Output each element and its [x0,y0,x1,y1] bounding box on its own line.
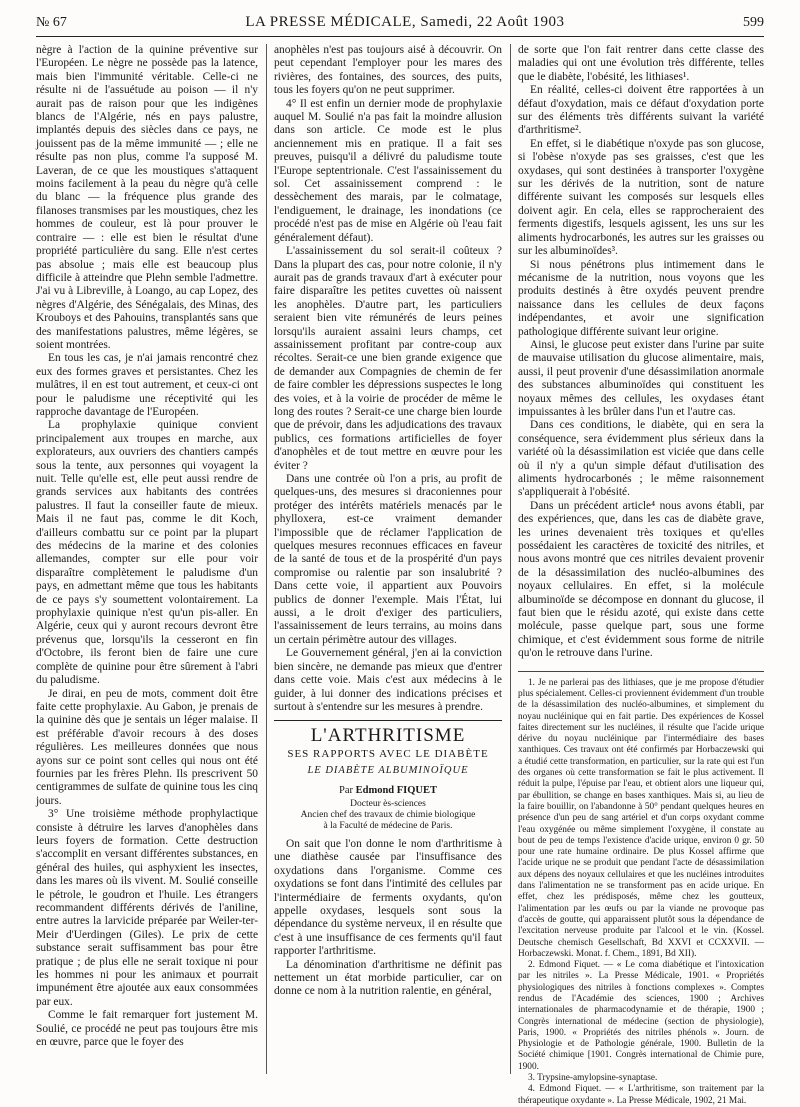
paragraph: de sorte que l'on fait rentrer dans cette classe des maladies qui ont une évolution très différente, telles que le diabète, l'obésité, les lithiases¹. [518,44,764,83]
paragraph: anophèles n'est pas toujours aisé à découvrir. On peut cependant l'employer pour les mares des rivières, des fontaines, des sources, des puits, tous les foyers qu'on ne peut supprimer. [274,44,502,97]
paragraph: L'assainissement du sol serait-il coûteux ? Dans la plupart des cas, pour notre colonie, il n'y aurait pas de grands travaux d'art à exécuter pour faire disparaître les petites cuvettes où naissent les anophèles. D'autre part, les particuliers seraient bien vite rémunérés de leurs peines lorsqu'ils auraient assaini leurs champs, cet assainissement profitant par contre-coup aux récoltes. Serait-ce une bien grande exigence que de demander aux Compagnies de chemin de fer de faire combler les dépressions suspectes le long des voies, et à la voirie de procéder de même le long des routes ? Serait-ce une charge bien lourde que de prévoir, dans les adjudications des travaux publics, ces formations artificielles de foyer d'anophèles et de tout mettre en œuvre pour les éviter ? [274,245,502,472]
page-header [36,14,764,37]
paragraph: Comme le fait remarquer fort justement M. Soulié, ce procédé ne peut pas toujours être mis en œuvre, parce que le foyer des [36,1009,258,1049]
paragraph: nègre à l'action de la quinine préventive sur l'Européen. Le nègre ne possède pas la latence, mais bien l'immunité véritable. Celle-ci ne résulte ni de l'assuétude au poison — il n'y aurait pas de raison pour que les indigènes blancs de l'Algérie, nés en pays palustre, implantés depuis des siècles dans ce pays, ne jouissent pas de la même immunité — ; elle ne résulte pas non plus, comme l'a supposé M. Laveran, de ce que les moustiques s'attaquent moins facilement à la peau du nègre qu'à celle du blanc — la fréquence plus grande des filanoses transmises par les moustiques, chez les hommes de couleur, est là pour prouver le contraire — : elle est bien le résultat d'une propriété particulière du sang. Elle n'est certes pas absolue ; mais elle est beaucoup plus difficile à atteindre que Plehn semble l'admettre. J'ai vu à Libreville, à Loango, au cap Lopez, des nègres d'Algérie, des Sénégalais, des Minas, des Krouboys et des Pahouins, transplantés sans que des manifestations palustres, même légères, se soient montrées. [36,44,258,351]
article-subtitle: SES RAPPORTS AVEC LE DIABÈTE [287,747,489,760]
paragraph: En réalité, celles-ci doivent être rapportées à un défaut d'oxydation, mais ce défaut d'oxydation porte sur des éléments très différents suivant la variété d'arthritisme². [518,84,764,137]
footnote: 4. Edmond Fiquet. — « L'arthritisme, son traitement par la thérapeutique oxydante ». La Presse Médicale, 1902, 21 Mai. [518,1084,764,1106]
paragraph: Dans une contrée où l'on a pris, au profit de quelques-uns, des mesures si draconiennes pour protéger des intérêts matériels menacés par le phylloxera, est-ce vraiment demander l'impossible que de réclamer l'application de quelques mesures reconnues efficaces en faveur de la santé de tous et de la prospérité d'un pays compromise ou ralentie par son insalubrité ? Dans cette voie, il appartient aux Pouvoirs publics de donner l'exemple. Mais l'État, lui aussi, a le droit d'exiger des particuliers, l'assainissement de leurs terrains, au moins dans un certain périmètre autour des villages. [274,473,502,646]
issue-number: № 67 [36,15,67,30]
author-prefix: Par [338,784,353,796]
paragraph: On sait que l'on donne le nom d'arthritisme à une diathèse causée par l'insuffisance des oxydations dans l'organisme. Comme ces oxydations se font dans l'intimité des cellules par l'intermédiaire de ferments oxydants, qu'on appelle oxydases, lesquels sont sous la dépendance du système nerveux, il en résulte que c'est à une insuffisance de ces ferments qu'il faut rapporter l'arthritisme. [274,837,502,958]
paragraph: 3° Une troisième méthode prophylactique consiste à détruire les larves d'anophèles dans leurs foyers de formation. Cette destruction s'accomplit en versant différentes substances, en général des huiles, qui asphyxient les insectes, dans les mares où ils vivent. M. Soulié conseille le pétrole, le goudron et l'huile. Les étrangers recommandent différents dérivés de l'aniline, entre autres la larvicide préparée par Weiler-ter-Meir d'Uerdingen (Giles). Le prix de cette substance serait suffisamment bas pour être pratique ; de plus elle ne serait toxique ni pour les hommes ni pour les animaux et pourrait impunément être ajoutée aux eaux consommées par eux. [36,808,258,1008]
heading-rule [274,720,502,721]
column-divider [510,44,511,1074]
footnote: 3. Trypsine-amylopsine-synaptase. [528,1073,658,1084]
paragraph: Le Gouvernement général, j'en ai la conviction bien sincère, ne demande pas mieux que d'entrer dans cette voie. Mais c'est aux médecins à le guider, à lui donner des indications précises et surtout à s'entendre sur les mesures à prendre. [274,647,502,713]
article-title: L'ARTHRITISME [310,725,466,747]
paragraph: 4° Il est enfin un dernier mode de prophylaxie auquel M. Soulié n'a pas fait la moindre allusion dans son article. Ce mode est le plus anciennement mis en pratique. Il a fait ses preuves, puisqu'il a délivré du paludisme toute l'Europe septentrionale. C'est l'assainissement du sol. Cet assainissement comprend : le dessèchement des marais, par le colmatage, l'endiguement, le drainage, les inondations (ce procédé n'est pas de mise en Algérie où l'eau fait généralement défaut). [274,97,502,244]
paragraph: Dans ces conditions, le diabète, qui en sera la conséquence, sera évidemment plus sérieux dans la variété où la désassimilation est viciée que dans celle où il n'y a qu'un simple défaut d'utilisation des aliments hydrocarbonés ; le même raisonnement s'appliquerait à l'obésité. [518,419,764,499]
article-subtitle-2: LE DIABÈTE ALBUMINOÏQUE [307,765,469,777]
article-heading [274,720,502,832]
paragraph: Je dirai, en peu de mots, comment doit être faite cette prophylaxie. Au Gabon, je prenais de la quinine dès que je sentais un léger malaise. Il est préférable d'avoir recours à des doses régulières. Les meilleures données que nous ayons sur ce point sont celles qui nous ont été fournies par les frères Plehn. Ils prescrivent 50 centigrammes de sulfate de quinine tous les cinq jours. [36,687,258,807]
paragraph: Dans un précédent article⁴ nous avons établi, par des expériences, que, dans les cas de diabète grave, les urines devenaient très toxiques et qu'elles possédaient les caractères de toxicité des nitriles, et nous avons montré que ces nitriles devaient provenir de la désassimilation des nucléo-albumines des noyaux cellulaires. En effet, si la molécule albuminoïde se décompose en donnant du glucose, il faut bien que le résidu azoté, qui existe dans cette molécule, passe quelque part, sous une forme chimique, et c'est évidemment sous forme de nitrile qu'on le retrouve dans l'urine. [518,499,764,660]
paragraph: La dénomination d'arthritisme ne définit pas nettement un état morbide particulier, car on donne ce nom à la nutrition ralentie, en général, [274,958,502,998]
article-author [274,784,502,797]
column-2 [274,44,502,1074]
paragraph: La prophylaxie quinique convient principalement aux troupes en marche, aux explorateurs, aux ouvriers des chantiers campés sous la tente, aux personnes qui voyagent la nuit. Telle qu'elle est, elle peut aussi rendre de grands services aux habitants des contrées palustres. Il faut la conseiller faute de mieux. Mais il ne faut pas, comme le dit Koch, d'ailleurs combattu sur ce point par la plupart des médecins de la marine et des colonies allemandes, compter sur elle pour voir disparaître complètement le paludisme d'un pays, en admettant même que tous les habitants de ce pays s'y soumettent volontairement. La prophylaxie quinique n'est qu'un pis-aller. En Algérie, ceux qui y auront recours devront être prévenus que, lorsqu'ils la cesseront en fin d'Octobre, ils feront bien de faire une cure complète de quinine pour être sûrement à l'abri du paludisme. [36,419,258,687]
author-name: Edmond FIQUET [355,784,438,796]
paragraph: En tous les cas, je n'ai jamais rencontré chez eux des formes graves et persistantes. Chez les mulâtres, il en est tout autrement, et ceux-ci ont pour le paludisme une réceptivité qui les rapproche davantage de l'Européen. [36,352,258,418]
column-3 [518,44,764,1106]
page-number: 599 [742,15,764,30]
column-divider [266,44,267,1074]
paragraph: Ainsi, le glucose peut exister dans l'urine par suite de mauvaise utilisation du glucose alimentaire, mais, aussi, il peut provenir d'une désassimilation anormale des substances albuminoïdes qui constituent les noyaux mêmes des cellules, les oxydases étant impuissantes à les brûler dans l'un et l'autre cas. [518,338,764,418]
footnotes [518,671,764,1107]
footnote: 2. Edmond Fiquet. — « Le coma diabétique et l'intoxication par les nitriles ». La Presse Médicale, 1901. « Propriétés physiologiques des nitriles à fonctions complexes ». Comptes rendus de l'Académie des sciences, 1900 ; Archives internationales de pharmacodynamie et de thérapie, 1900 ; Congrès international de médecine (section de physiologie), Paris, 1900. « Propriétés des nitriles phénols ». Journ. de Physiologie et de Pathologie générale, 1900. Bulletin de la Société chimique [1901. Congrès international de Chimie pure, 1900. [518,960,764,1072]
footnote: 1. Je ne parlerai pas des lithiases, que je me propose d'étudier plus spécialement. Celles-ci proviennent évidemment d'un trouble de la désassimilation des nucléo-albumines, et simplement du noyau nucléinique qui en fait partie. Des expériences de Kossel faites directement sur les nucléines, il résulte que l'acide urique dérive du noyau nucléinique par l'intermédiaire des bases xanthiques. Ces travaux ont été confirmés par Horbaczewski qui a étudié cette transformation, en particulier, sur la rate qui est l'un des organes où cette transformation se fait le plus activement. Il réduit la pulpe, l'épuise par l'eau, et obtient alors une liqueur qui, par ébullition, se change en bases xanthiques. Mais si, au lieu de la faire bouillir, on l'abandonne à 50° pendant quelques heures en présence d'un peu de sang artériel et d'un corps oxydant comme l'eau oxygénée ou même simplement l'oxygène, il constate au bout de peu de temps l'existence d'acide urique, environ 0 gr. 50 pour une rate humaine ordinaire. De plus Kossel affirme que l'acide urique ne se produit que pendant l'acte de désassimilation aux dépens des noyaux cellulaires et que les nucléines introduites dans l'alimentation ne se transforment pas en acide urique. En effet, chez les prédisposés, même chez les goutteux, l'alimentation par les œufs ou par la viande ne provoque pas d'accès de goutte, qui apparaissent plutôt sous la dépendance de l'excitation nerveuse produite par l'alcool et le vin. (Kossel. Deutsche chemisch Gesellschaft, Bd XXVI et CCXXVII. — Horbaczewski. Monat. f. Chem., 1891, Bd XII). [518,677,764,959]
author-affiliation: Docteur ès-sciences Ancien chef des travaux de chimie biologique à la Faculté de médecine de Paris. [300,798,476,831]
column-1 [36,44,258,1074]
paragraph: En effet, si le diabétique n'oxyde pas son glucose, si l'obèse n'oxyde pas ses graisses, c'est que les oxydases, qui sont destinées à transporter l'oxygène sur les dérivés de la nutrition, sont de nature différente suivant les composés sur lesquels elles doivent agir. En cela, elles se rapprocheraient des ferments digestifs, lesquels agissent, les uns sur les aliments hydrocarbonés, les autres sur les graisses ou sur les albuminoïdes³. [518,137,764,258]
paragraph: Si nous pénétrons plus intimement dans le mécanisme de la nutrition, nous voyons que les produits destinés à être oxydés peuvent prendre naissance dans les cellules de deux façons indépendantes, et avoir une signification pathologique différente suivant leur origine. [518,258,764,338]
newspaper-title: LA PRESSE MÉDICALE, Samedi, 22 Août 1903 [245,14,565,30]
